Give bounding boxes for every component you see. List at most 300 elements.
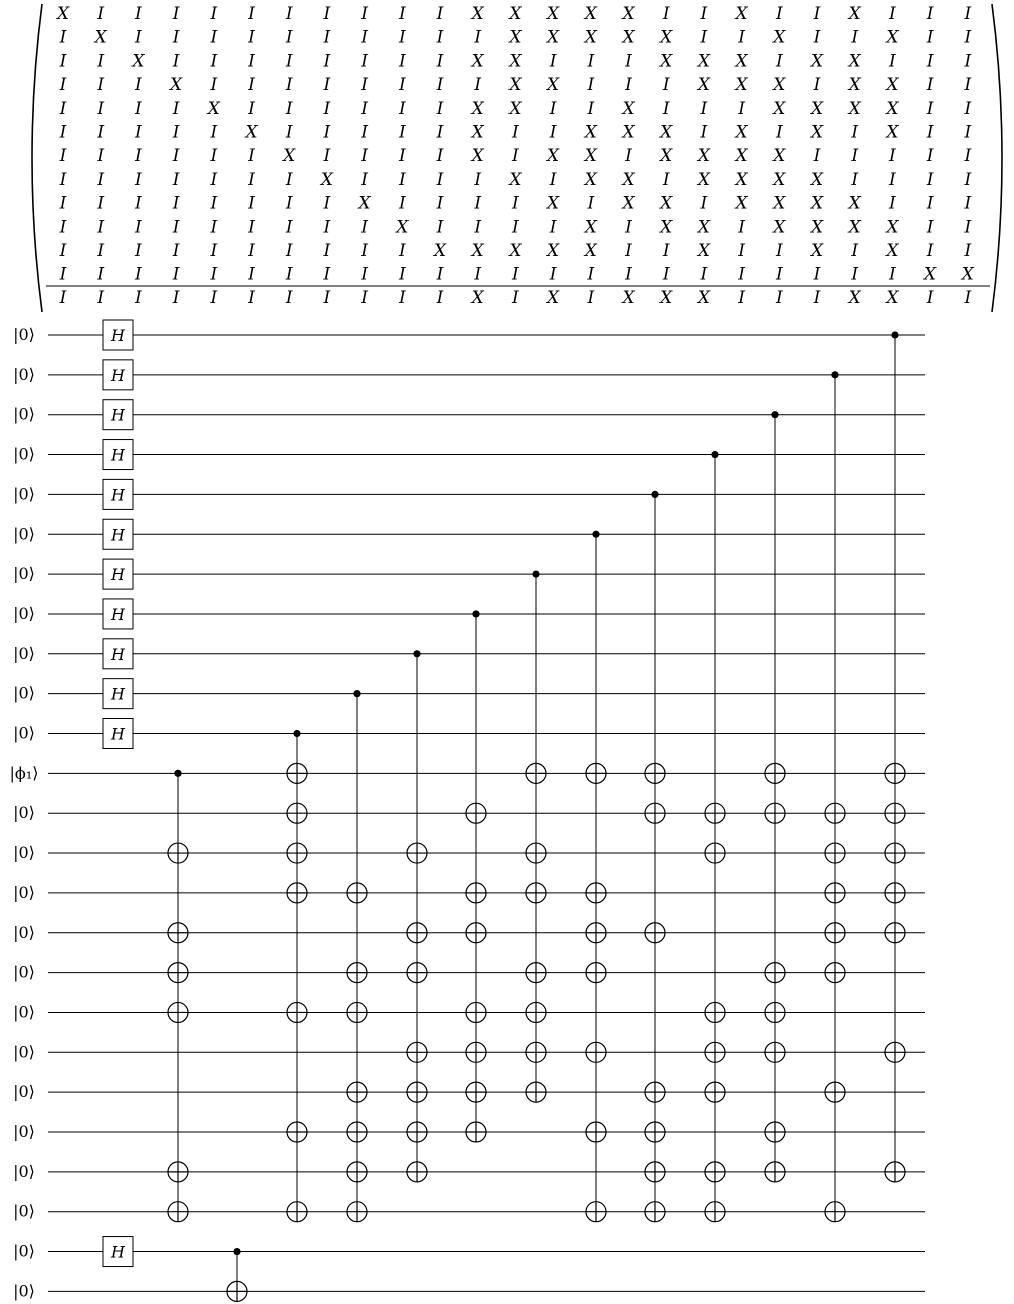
matrix-cell: I <box>512 122 519 143</box>
matrix-cell: I <box>813 4 821 24</box>
hadamard-gate <box>103 599 133 629</box>
matrix-cell: I <box>889 193 896 214</box>
matrix-cell: X <box>961 264 974 285</box>
matrix-cell: X <box>547 27 560 48</box>
matrix-cell: I <box>323 193 331 214</box>
matrix-cell: I <box>700 264 708 285</box>
control-dot <box>413 650 420 657</box>
matrix-cell: I <box>436 122 444 143</box>
matrix-cell: I <box>172 169 180 190</box>
cnot-target <box>645 1122 665 1142</box>
cnot-target <box>825 963 845 983</box>
matrix-cell: I <box>625 241 632 261</box>
matrix-cell: X <box>735 146 748 167</box>
matrix-cell: I <box>210 193 218 214</box>
cnot-target <box>347 1162 367 1182</box>
cnot-target <box>586 1122 606 1142</box>
matrix-cell: X <box>848 4 861 24</box>
matrix-cell: X <box>697 241 710 261</box>
matrix-cell: I <box>172 288 180 308</box>
cnot-target <box>168 1002 188 1022</box>
control-dot <box>831 371 838 378</box>
matrix-cell: I <box>210 264 218 285</box>
matrix-cell: I <box>323 27 331 48</box>
cnot-target <box>287 843 307 863</box>
cnot-target <box>705 1082 725 1102</box>
cnot-target <box>885 763 905 783</box>
matrix-cell: I <box>285 27 293 48</box>
qubit-label: |0⟩ <box>13 643 35 663</box>
matrix-cell: X <box>509 75 522 96</box>
matrix-cell: X <box>886 75 899 96</box>
cnot-target <box>586 883 606 903</box>
matrix-cell: I <box>361 169 368 190</box>
matrix-cell: I <box>964 169 972 190</box>
matrix-cell: I <box>248 288 255 308</box>
matrix-cell: I <box>135 288 142 308</box>
matrix-cell: I <box>889 146 896 167</box>
matrix-cell: X <box>94 27 107 48</box>
matrix-cell: X <box>886 217 899 238</box>
matrix-cell: I <box>135 75 142 96</box>
matrix-cell: X <box>471 288 484 308</box>
matrix-cell: I <box>285 4 293 24</box>
cnot-target <box>825 923 845 943</box>
matrix-cell: I <box>474 75 482 96</box>
hadamard-label: H <box>111 365 125 385</box>
matrix-cell: I <box>135 264 142 285</box>
matrix-cell: X <box>283 146 296 167</box>
cnot-target <box>765 1122 785 1142</box>
matrix-cell: I <box>398 264 406 285</box>
matrix-cell: I <box>889 4 896 24</box>
cnot-target <box>586 1042 606 1062</box>
matrix-cell: I <box>210 75 218 96</box>
qubit-label: |0⟩ <box>13 1201 35 1221</box>
matrix-cell: I <box>851 264 859 285</box>
matrix-cell: X <box>433 241 447 261</box>
matrix-cell: X <box>848 288 861 308</box>
matrix-cell: I <box>587 75 595 96</box>
matrix-cell: I <box>323 51 331 72</box>
matrix-cell: I <box>851 27 859 48</box>
control-dot <box>532 571 539 578</box>
matrix-cell: I <box>436 51 444 72</box>
matrix-cell: I <box>135 122 142 143</box>
matrix-cell: I <box>59 51 67 72</box>
cnot-target <box>586 763 606 783</box>
matrix-cell: I <box>323 98 331 119</box>
matrix-cell: I <box>964 288 972 308</box>
cnot-target <box>645 763 665 783</box>
matrix-cell: X <box>773 217 786 238</box>
matrix-cell: I <box>135 169 142 190</box>
matrix-cell: X <box>886 27 899 48</box>
matrix-cell: X <box>622 193 635 214</box>
matrix-cell: X <box>509 4 522 24</box>
matrix-cell: I <box>323 4 331 24</box>
matrix-cell: X <box>848 51 861 72</box>
matrix-cell: I <box>851 146 859 167</box>
matrix-cell: I <box>926 241 934 261</box>
matrix-cell: I <box>775 241 783 261</box>
matrix-cell: I <box>964 75 972 96</box>
matrix-cell: X <box>697 169 710 190</box>
cnot-target <box>765 1002 785 1022</box>
matrix-cell: X <box>735 75 748 96</box>
matrix-cell: X <box>471 4 484 24</box>
matrix-cell: I <box>97 146 105 167</box>
matrix-cell: I <box>474 193 482 214</box>
qubit-label: |0⟩ <box>13 1082 35 1102</box>
matrix-cell: I <box>248 146 255 167</box>
matrix-cell: I <box>775 264 783 285</box>
cnot-target <box>765 803 785 823</box>
matrix-cell: I <box>436 217 444 238</box>
matrix-cell: I <box>625 75 632 96</box>
matrix-cell: I <box>549 169 557 190</box>
matrix-cell: I <box>964 122 972 143</box>
matrix-cell: I <box>662 241 670 261</box>
hadamard-gate <box>103 400 133 430</box>
hadamard-gate <box>103 719 133 749</box>
matrix-cell: I <box>700 193 708 214</box>
matrix-cell: I <box>361 264 368 285</box>
matrix-cell: I <box>700 98 708 119</box>
matrix-cell: I <box>625 264 632 285</box>
matrix-cell: I <box>398 241 406 261</box>
matrix-cell: I <box>97 217 105 238</box>
matrix-cell: I <box>738 217 745 238</box>
matrix-cell: I <box>889 264 896 285</box>
matrix-cell: X <box>547 75 560 96</box>
matrix-cell: I <box>59 193 67 214</box>
hadamard-label: H <box>111 485 125 505</box>
matrix-cell: I <box>323 146 331 167</box>
cnot-target <box>287 883 307 903</box>
matrix-cell: I <box>964 193 972 214</box>
matrix-cell: I <box>210 288 218 308</box>
matrix-cell: X <box>735 51 748 72</box>
cnot-target <box>407 1082 427 1102</box>
matrix-cell: I <box>59 288 67 308</box>
control-dot <box>353 690 360 697</box>
matrix-cell: I <box>248 27 255 48</box>
matrix-cell: X <box>584 122 597 143</box>
matrix-cell: X <box>697 217 710 238</box>
matrix-cell: I <box>436 75 444 96</box>
matrix-cell: X <box>584 241 597 261</box>
hadamard-label: H <box>111 644 125 664</box>
matrix-cell: X <box>622 27 635 48</box>
matrix-cell: X <box>810 217 824 238</box>
hadamard-gate <box>103 1237 133 1267</box>
matrix-cell: X <box>886 288 899 308</box>
matrix-cell: I <box>813 264 821 285</box>
matrix-cell: I <box>97 193 105 214</box>
cnot-target <box>466 1042 486 1062</box>
matrix-cell: I <box>172 51 180 72</box>
matrix-cell: I <box>587 288 595 308</box>
matrix-cell: X <box>509 98 522 119</box>
qubit-label: |0⟩ <box>13 683 35 703</box>
matrix-cell: X <box>358 193 371 214</box>
matrix-cell: I <box>285 51 293 72</box>
matrix-cell: X <box>886 122 899 143</box>
matrix-left-paren <box>32 4 42 312</box>
matrix-cell: X <box>509 27 522 48</box>
matrix-cell: I <box>926 75 934 96</box>
matrix-cell: I <box>172 193 180 214</box>
matrix-cell: I <box>248 169 255 190</box>
qubit-label: |0⟩ <box>13 364 35 384</box>
matrix-cell: I <box>59 241 67 261</box>
cnot-target <box>526 843 546 863</box>
cnot-target <box>168 923 188 943</box>
matrix-cell: I <box>210 169 218 190</box>
matrix-cell: X <box>735 193 748 214</box>
matrix-cell: I <box>361 146 368 167</box>
cnot-target <box>765 1042 785 1062</box>
matrix-cell: I <box>361 288 368 308</box>
cnot-target <box>466 883 486 903</box>
matrix-cell: I <box>436 27 444 48</box>
matrix-cell: I <box>285 217 293 238</box>
cnot-target <box>705 803 725 823</box>
matrix-cell: I <box>135 98 142 119</box>
matrix-cell: I <box>323 241 331 261</box>
matrix-cell: I <box>97 264 105 285</box>
matrix-cell: X <box>773 193 786 214</box>
qubit-label: |ϕ₁⟩ <box>9 763 39 783</box>
cnot-target <box>645 1082 665 1102</box>
matrix-cell: I <box>398 122 406 143</box>
matrix-cell: I <box>97 51 105 72</box>
matrix-cell: X <box>320 169 333 190</box>
cnot-target <box>347 963 367 983</box>
matrix-cell: X <box>471 98 484 119</box>
matrix-cell: I <box>172 122 180 143</box>
cnot-target <box>287 1122 307 1142</box>
cnot-target <box>825 1202 845 1222</box>
matrix-cell: I <box>323 122 331 143</box>
matrix-cell: I <box>285 288 293 308</box>
cnot-target <box>885 923 905 943</box>
matrix-cell: I <box>398 288 406 308</box>
matrix-cell: I <box>172 4 180 24</box>
hadamard-label: H <box>111 604 125 624</box>
matrix-cell: X <box>735 4 748 24</box>
matrix-cell: I <box>889 51 896 72</box>
matrix-cell: X <box>584 4 597 24</box>
matrix-cell: I <box>625 51 632 72</box>
qubit-label: |0⟩ <box>13 484 35 504</box>
qubit-label: |0⟩ <box>13 803 35 823</box>
matrix-cell: I <box>512 288 519 308</box>
matrix-cell: I <box>738 264 745 285</box>
matrix-cell: I <box>700 27 708 48</box>
cnot-target <box>526 763 546 783</box>
matrix-cell: X <box>584 217 597 238</box>
matrix-cell: I <box>210 217 218 238</box>
cnot-target <box>825 1082 845 1102</box>
cnot-target <box>885 883 905 903</box>
qubit-label: |0⟩ <box>13 922 35 942</box>
matrix-cell: I <box>436 193 444 214</box>
matrix-cell: I <box>926 122 934 143</box>
matrix-cell: I <box>361 241 368 261</box>
matrix-cell: I <box>512 193 519 214</box>
hadamard-gate <box>103 519 133 549</box>
matrix-cell: I <box>323 217 331 238</box>
matrix-cell: I <box>549 98 557 119</box>
matrix-cell: X <box>810 169 824 190</box>
matrix-cell: I <box>361 122 368 143</box>
cnot-target <box>466 923 486 943</box>
control-dot <box>174 770 181 777</box>
matrix-cell: X <box>886 241 899 261</box>
matrix-cell: I <box>474 169 482 190</box>
hadamard-label: H <box>111 326 125 345</box>
matrix-cell: I <box>813 27 821 48</box>
matrix-cell: X <box>773 75 786 96</box>
matrix-cell: X <box>660 193 673 214</box>
matrix-cell: I <box>851 241 859 261</box>
matrix-cell: I <box>851 122 859 143</box>
matrix-cell: I <box>361 27 368 48</box>
cnot-target <box>825 843 845 863</box>
cnot-target <box>287 1202 307 1222</box>
matrix-cell: X <box>132 51 145 72</box>
matrix-cell: I <box>135 241 142 261</box>
matrix-cell: I <box>549 122 557 143</box>
matrix-cell: X <box>622 122 635 143</box>
matrix-cell: I <box>926 98 934 119</box>
matrix-cell: X <box>773 98 786 119</box>
matrix-cell: I <box>964 27 972 48</box>
qubit-label: |0⟩ <box>13 1161 35 1181</box>
matrix-cell: I <box>662 169 670 190</box>
matrix-cell: I <box>738 98 745 119</box>
matrix-cell: I <box>97 241 105 261</box>
matrix-cell: I <box>210 146 218 167</box>
matrix-cell: I <box>210 122 218 143</box>
matrix-cell: I <box>587 264 595 285</box>
matrix-cell: I <box>59 169 67 190</box>
matrix-cell: I <box>285 169 293 190</box>
matrix-cell: I <box>964 4 972 24</box>
cnot-target <box>885 843 905 863</box>
matrix-cell: I <box>813 288 821 308</box>
matrix-cell: I <box>474 27 482 48</box>
cnot-target <box>526 1042 546 1062</box>
matrix-cell: I <box>625 217 632 238</box>
hadamard-label: H <box>111 684 125 704</box>
matrix-cell: X <box>622 288 635 308</box>
matrix-cell: I <box>172 241 180 261</box>
cnot-target <box>287 803 307 823</box>
matrix-cell: I <box>59 75 67 96</box>
cnot-target <box>168 843 188 863</box>
cnot-target <box>347 1122 367 1142</box>
cnot-target <box>645 803 665 823</box>
cnot-target <box>526 883 546 903</box>
cnot-target <box>168 1202 188 1222</box>
matrix-cell: I <box>248 75 255 96</box>
matrix-cell: I <box>248 4 255 24</box>
qubit-label: |0⟩ <box>13 723 35 743</box>
matrix-cell: I <box>964 217 972 238</box>
control-dot <box>293 730 300 737</box>
matrix-cell: I <box>964 241 972 261</box>
matrix-cell: I <box>248 264 255 285</box>
cnot-target <box>586 923 606 943</box>
qubit-label: |0⟩ <box>13 1042 35 1062</box>
hadamard-gate <box>103 360 133 390</box>
matrix-cell: X <box>245 122 258 143</box>
matrix-cell: I <box>248 98 255 119</box>
matrix-cell: X <box>56 4 70 24</box>
matrix-cell: X <box>848 193 861 214</box>
matrix-cell: I <box>398 98 406 119</box>
matrix-cell: I <box>964 51 972 72</box>
hadamard-label: H <box>111 724 125 744</box>
matrix-cell: I <box>59 146 67 167</box>
control-dot <box>771 411 778 418</box>
matrix-cell: I <box>172 98 180 119</box>
matrix-cell: I <box>361 51 368 72</box>
hadamard-gates <box>103 320 133 1267</box>
cnot-target <box>586 963 606 983</box>
matrix-cell: I <box>625 146 632 167</box>
matrix-cell: I <box>813 146 821 167</box>
cnot-target <box>586 1202 606 1222</box>
matrix-cell: I <box>436 288 444 308</box>
cnot-target <box>347 1202 367 1222</box>
matrix-cell: I <box>738 27 745 48</box>
matrix-cell: I <box>926 146 934 167</box>
matrix-cell: X <box>810 51 824 72</box>
matrix-cell: I <box>813 75 821 96</box>
matrix-cell: I <box>889 169 896 190</box>
matrix-cell: I <box>172 146 180 167</box>
cnot-target <box>645 1202 665 1222</box>
matrix-cell: I <box>97 169 105 190</box>
cnot-target <box>407 843 427 863</box>
matrix-cell: X <box>660 288 673 308</box>
control-dot <box>472 610 479 617</box>
matrix-cell: I <box>248 193 255 214</box>
control-dot <box>711 451 718 458</box>
cnot-target <box>645 923 665 943</box>
matrix-cell: I <box>926 217 934 238</box>
matrix-cell: I <box>59 217 67 238</box>
matrix-cell: I <box>135 4 142 24</box>
matrix-cell: X <box>697 51 710 72</box>
matrix-cell: X <box>660 217 673 238</box>
matrix-cell: I <box>285 264 293 285</box>
cnot-target <box>347 1082 367 1102</box>
matrix-cell: X <box>396 217 409 238</box>
matrix-cell: I <box>587 98 595 119</box>
matrix-cell: I <box>738 288 745 308</box>
matrix-cell: I <box>662 75 670 96</box>
matrix-cell: X <box>848 217 861 238</box>
matrix-cell: X <box>584 27 597 48</box>
hadamard-label: H <box>111 1242 125 1262</box>
matrix-cell: X <box>547 146 560 167</box>
matrix-cell: X <box>810 193 824 214</box>
